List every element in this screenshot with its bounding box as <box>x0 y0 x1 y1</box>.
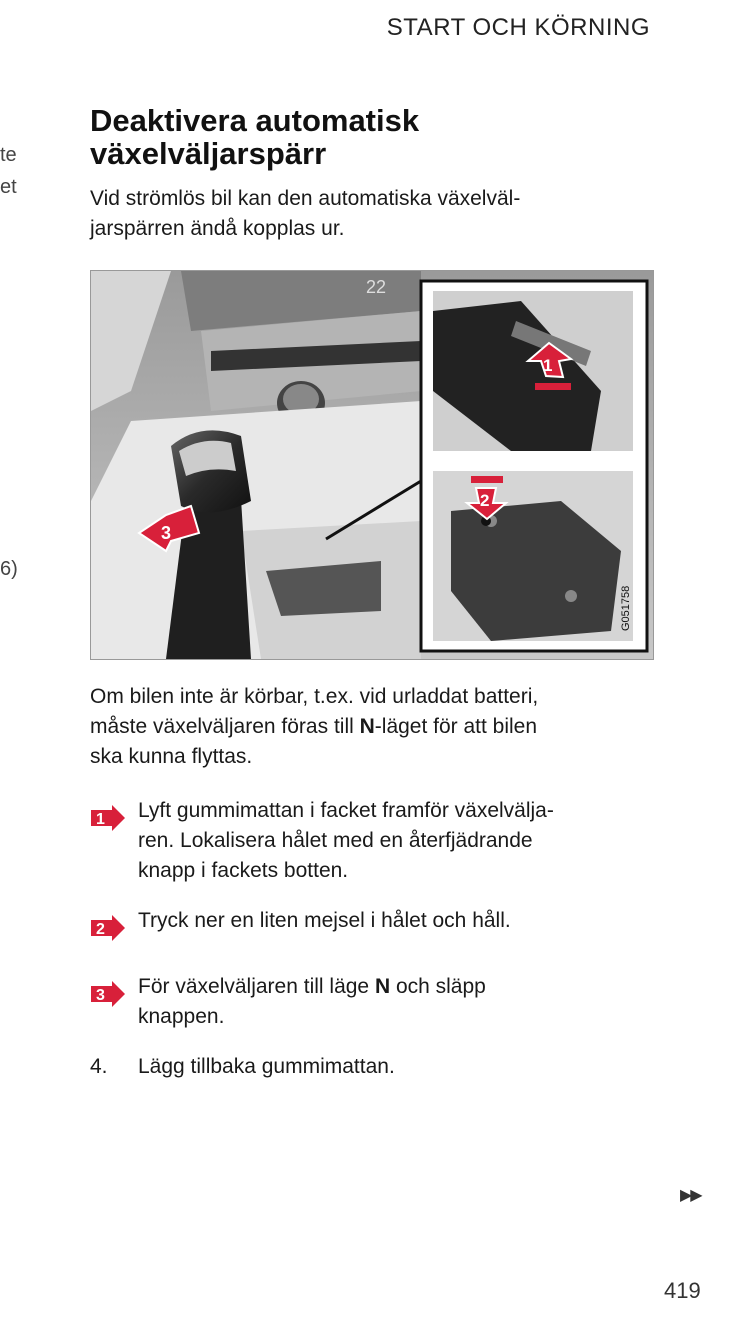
step-1-badge-label: 1 <box>96 811 105 828</box>
illustration-svg <box>91 271 653 659</box>
display-readout: 22 <box>366 277 387 297</box>
gear-selector-illustration <box>90 270 654 660</box>
step-3-line-1-post: och släpp <box>390 975 486 998</box>
step-2 <box>90 906 650 946</box>
step-1-line-3: knapp i fackets botten. <box>138 859 349 882</box>
callout-3-label: 3 <box>161 523 172 543</box>
callout-1-label: 1 <box>543 356 553 375</box>
figure-code: G051758 <box>620 585 632 631</box>
step-4-number: 4. <box>90 1055 108 1078</box>
step-1-badge-icon <box>90 804 126 832</box>
step-2-badge-label: 2 <box>96 921 105 938</box>
step-2-badge-icon <box>90 914 126 942</box>
intro-line-1: Vid strömlös bil kan den automatiska växelväl- <box>90 187 521 210</box>
body-paragraph <box>90 682 650 772</box>
intro-paragraph <box>90 184 650 244</box>
body-line-3: ska kunna flyttas. <box>90 745 253 768</box>
body-line-1: Om bilen inte är körbar, t.ex. vid urladdat batteri, <box>90 685 539 708</box>
screw-icon <box>565 590 577 602</box>
margin-fragment: et <box>0 176 17 198</box>
step-3-line-2: knappen. <box>138 1005 225 1028</box>
callout-2-label: 2 <box>480 491 490 510</box>
step-3-badge-label: 3 <box>96 987 105 1004</box>
page-number: 419 <box>664 1278 701 1303</box>
step-3-badge-icon <box>90 980 126 1008</box>
step-4-text: Lägg tillbaka gummimattan. <box>138 1055 395 1078</box>
gear-position-n: N <box>374 975 391 998</box>
title-line-1: Deaktivera automatisk <box>90 103 420 138</box>
callout-1-bar <box>535 383 571 390</box>
margin-fragment: 6) <box>0 558 18 580</box>
margin-fragment: te <box>0 144 17 166</box>
intro-line-2: jarspärren ändå kopplas ur. <box>90 217 345 240</box>
step-3-text <box>138 972 658 1032</box>
section-header: START OCH KÖRNING <box>386 14 650 41</box>
continue-marker-icon: ▶▶ <box>680 1187 701 1204</box>
step-1 <box>90 796 650 896</box>
gear-position-n: N <box>359 715 375 738</box>
step-2-text: Tryck ner en liten mejsel i hålet och håll. <box>138 909 511 932</box>
step-1-text <box>138 796 658 886</box>
callout-2-bar <box>471 476 503 483</box>
body-line-2-post: -läget för att bilen <box>374 715 538 738</box>
step-3 <box>90 972 650 1036</box>
step-1-line-1: Lyft gummimattan i facket framför växelvälja- <box>138 799 554 822</box>
step-1-line-2: ren. Lokalisera hålet med en återfjädrande <box>138 829 533 852</box>
step-4 <box>90 1052 650 1086</box>
title-line-2: växelväljarspärr <box>90 136 327 171</box>
step-3-line-1-pre: För växelväljaren till läge <box>138 975 375 998</box>
page-title <box>90 104 650 170</box>
body-line-2-pre: måste växelväljaren föras till <box>90 715 360 738</box>
